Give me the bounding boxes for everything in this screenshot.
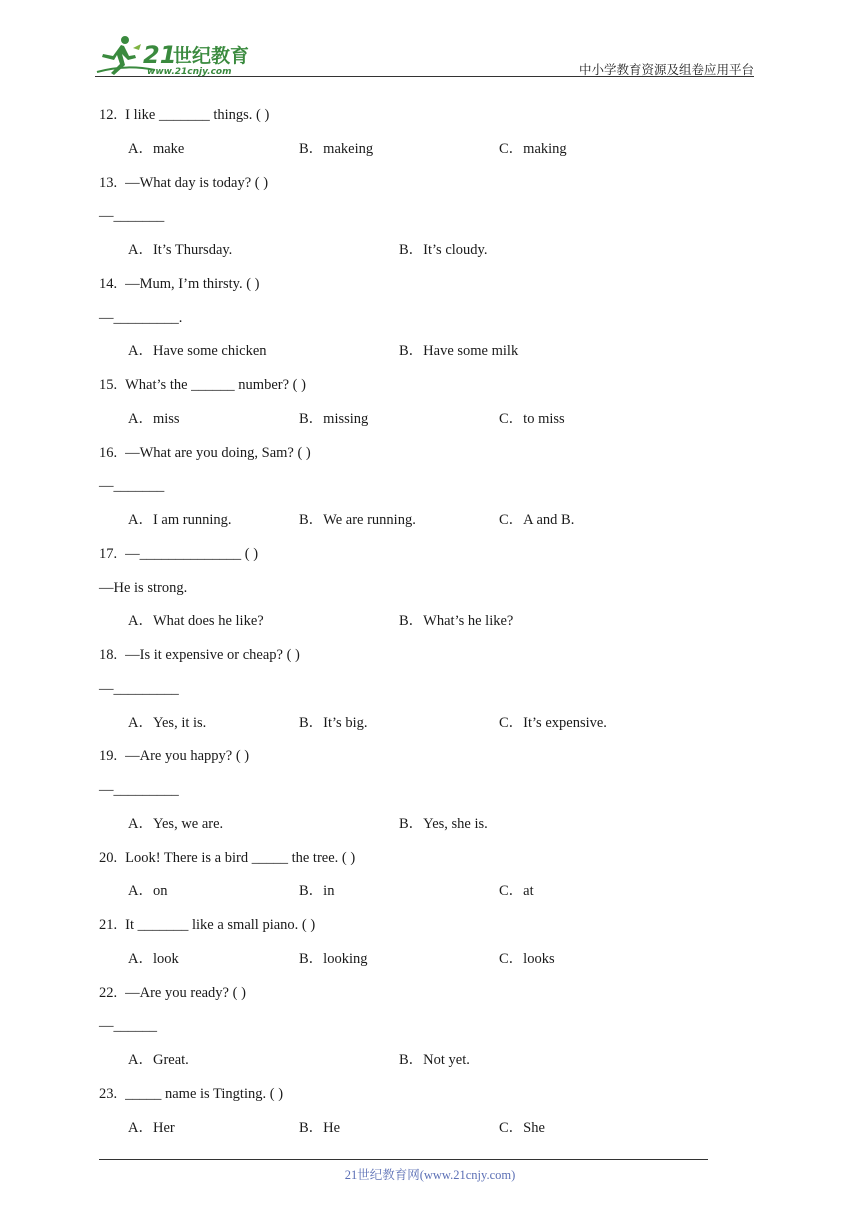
question-stem	[99, 442, 759, 476]
option-a: A．Her	[128, 1119, 175, 1136]
footer-text: 21世纪教育网(www.21cnjy.com)	[344, 1168, 516, 1182]
question-number: 12.	[99, 107, 118, 123]
answer-line: —_______	[99, 478, 165, 495]
option-b: B．We are running.	[299, 512, 416, 528]
question-number: 15.	[99, 377, 118, 393]
options-row	[99, 813, 759, 847]
question-text: —______________ ( )	[125, 545, 259, 562]
option-b: B．Yes, she is.	[399, 815, 488, 832]
answer-line: —_________	[99, 782, 179, 798]
question-text: —Is it expensive or cheap? ( )	[125, 647, 300, 663]
page-header	[0, 0, 860, 80]
question-number: 19.	[99, 748, 118, 765]
option-a: A．Have some chicken	[128, 343, 267, 360]
option-a: A．on	[128, 883, 168, 900]
logo-21cnjy	[95, 34, 260, 78]
question-stem	[99, 982, 759, 1016]
option-c: C．to miss	[499, 410, 565, 427]
option-c: C．She	[499, 1119, 545, 1136]
option-b: B．looking	[299, 950, 368, 967]
option-c: C．A and B.	[499, 512, 575, 528]
question-stem	[99, 104, 759, 138]
logo-number: 21	[143, 41, 177, 69]
question-number: 21.	[99, 917, 118, 933]
question-number: 20.	[99, 849, 118, 866]
question-stem	[99, 374, 759, 408]
question-number: 14.	[99, 275, 118, 292]
options-row	[99, 138, 759, 172]
question-number: 22.	[99, 984, 118, 1001]
question-number: 16.	[99, 444, 118, 461]
options-row	[99, 880, 759, 914]
question-text: I like _______ things. ( )	[125, 107, 270, 123]
platform-name: 中小学教育资源及组卷应用平台	[578, 62, 754, 77]
question-text: —Are you ready? ( )	[125, 984, 246, 1001]
option-c: C．at	[499, 883, 534, 900]
header-divider	[95, 76, 754, 77]
logo-cn: 世纪教育	[173, 45, 250, 67]
question-stem	[99, 847, 759, 881]
question-text: Look! There is a bird _____ the tree. ( )	[125, 849, 356, 866]
option-a: A．make	[128, 140, 185, 157]
option-b: B．missing	[299, 410, 369, 427]
question-stem	[99, 745, 759, 779]
question-number: 17.	[99, 545, 118, 562]
answer-line: —_________.	[99, 309, 183, 326]
question-stem	[99, 644, 759, 678]
answer-line: —_______	[99, 208, 165, 225]
question-text: —Are you happy? ( )	[125, 748, 250, 765]
options-row	[99, 239, 759, 273]
question-text: —What day is today? ( )	[125, 174, 269, 191]
question-text: —Mum, I’m thirsty. ( )	[125, 275, 260, 292]
option-c: C．looks	[499, 950, 555, 967]
option-c: C．It’s expensive.	[499, 714, 607, 731]
option-b: B．Not yet.	[399, 1052, 470, 1068]
option-b: B．It’s cloudy.	[399, 242, 488, 258]
option-a: A．look	[128, 950, 179, 967]
question-number: 18.	[99, 647, 118, 663]
answer-line: —_________	[99, 680, 179, 697]
question-stem	[99, 1083, 759, 1117]
option-a: A．Yes, it is.	[128, 714, 207, 731]
option-a: A．Yes, we are.	[128, 815, 224, 832]
question-stem	[99, 914, 759, 948]
question-stem	[99, 172, 759, 206]
options-row	[99, 610, 759, 644]
options-row	[99, 509, 759, 543]
option-b: B．makeing	[299, 140, 374, 157]
options-row	[99, 1117, 759, 1151]
option-a: A．I am running.	[128, 512, 232, 528]
question-text: —What are you doing, Sam? ( )	[125, 444, 311, 461]
option-b: B．He	[299, 1119, 341, 1136]
options-row	[99, 340, 759, 374]
answer-line: —______	[99, 1018, 157, 1035]
answer-line: —He is strong.	[99, 579, 188, 596]
option-b: B．It’s big.	[299, 714, 368, 731]
option-b: B．in	[299, 883, 335, 900]
option-b: B．Have some milk	[399, 343, 519, 360]
option-b: B．What’s he like?	[399, 613, 514, 630]
question-number: 13.	[99, 174, 118, 191]
question-text: _____ name is Tingting. ( )	[125, 1085, 284, 1102]
option-a: A．What does he like?	[128, 613, 264, 630]
options-row	[99, 948, 759, 982]
options-row	[99, 1049, 759, 1083]
option-a: A．miss	[128, 410, 180, 427]
logo-url: www.21cnjy.com	[147, 67, 232, 77]
option-a: A．It’s Thursday.	[128, 242, 233, 258]
footer-divider	[99, 1159, 708, 1160]
options-row	[99, 712, 759, 746]
option-a: A．Great.	[128, 1052, 189, 1068]
option-c: C．making	[499, 140, 567, 157]
question-list	[99, 104, 759, 1150]
question-text: What’s the ______ number? ( )	[125, 377, 306, 393]
question-text: It _______ like a small piano. ( )	[125, 917, 316, 933]
options-row	[99, 408, 759, 442]
question-stem	[99, 273, 759, 307]
question-stem	[99, 543, 759, 577]
question-number: 23.	[99, 1085, 118, 1102]
